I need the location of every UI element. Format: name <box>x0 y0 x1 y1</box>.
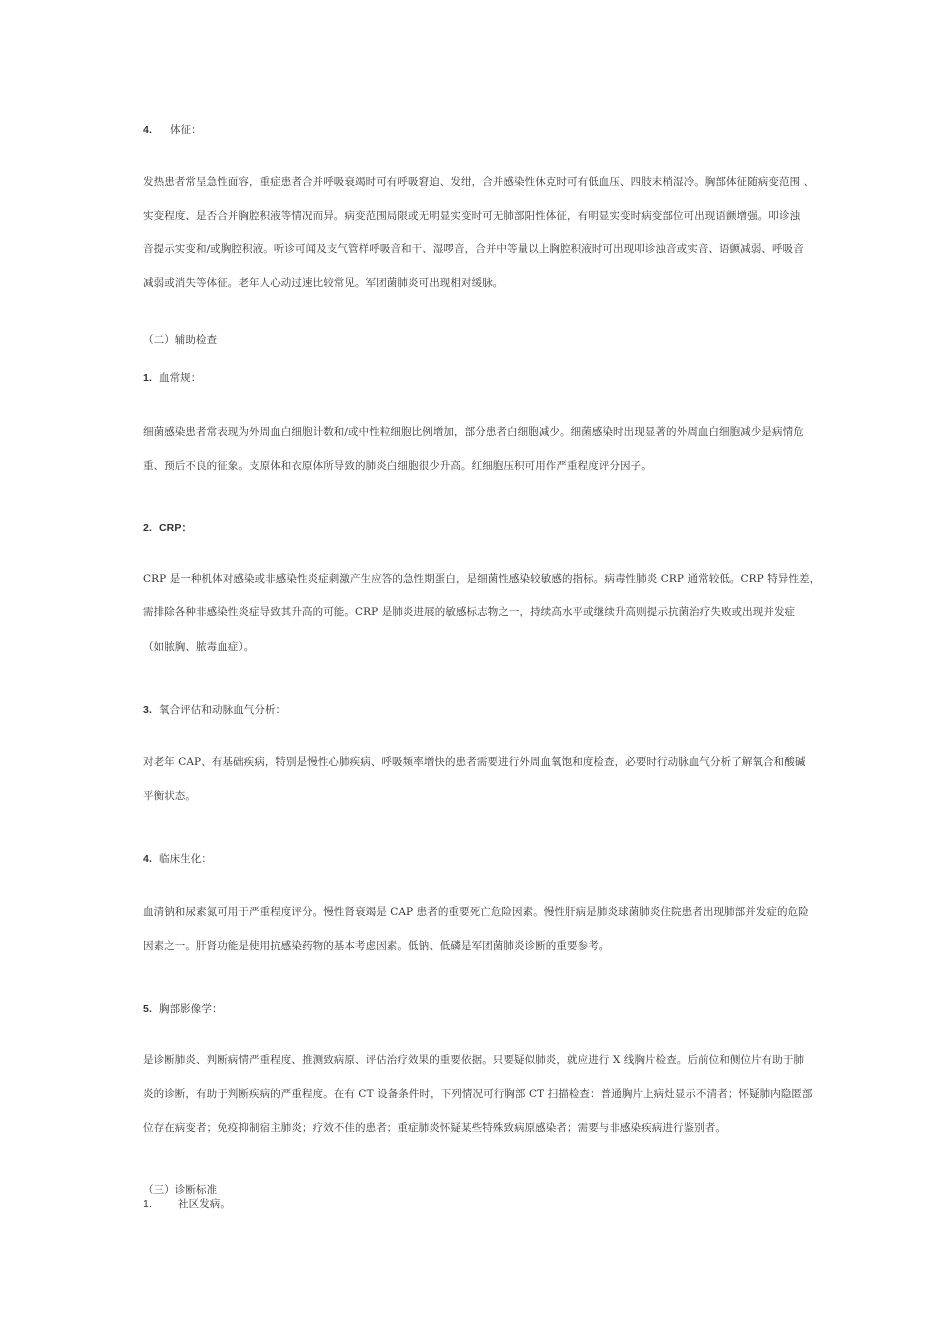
paragraph-line: 重、预后不良的征象。支原体和衣原体所导致的肺炎白细胞很少升高。红细胞压积可用作严重程度评分因子。 <box>143 460 652 472</box>
paragraph-line: 实变程度、是否合并胸腔积液等情况而异。病变范围局限或无明显实变时可无肺部阳性体征，有明显实变时病变部位可出现语颤增强。叩诊浊 <box>143 210 801 222</box>
paragraph-line: （如脓胸、脓毒血症）。 <box>143 641 255 653</box>
paragraph-line: 炎的诊断，有助于判断疾病的严重程度。在有 CT 设备条件时，下列情况可行胸部 CT 扫描检查：普通胸片上病灶显示不清者；怀疑肺内隐匿部 <box>143 1088 813 1100</box>
section-number: 1. <box>143 1198 152 1210</box>
subsection-3-title <box>143 703 286 717</box>
paragraph-line: 是诊断肺炎、判断病情严重程度、推测致病原、评估治疗效果的重要依据。只要疑似肺炎，就应进行 X 线胸片检查。后前位和侧位片有助于肺 <box>143 1054 805 1066</box>
paragraph-line: 细菌感染患者常表现为外周血白细胞计数和/或中性粒细胞比例增加，部分患者白细胞减少。细菌感染时出现显著的外周血白细胞减少是病情危 <box>143 426 804 438</box>
paragraph-line: 音提示实变和/或胸腔积液。听诊可闻及支气管样呼吸音和干、湿啰音，合并中等量以上胸腔积液时可出现叩诊浊音或实音、语颤减弱、呼吸音 <box>143 243 804 255</box>
section-number: 5. <box>143 1003 152 1015</box>
section-number: 4. <box>143 124 152 136</box>
criteria-1-title <box>143 1197 231 1211</box>
paragraph-line: CRP 是一种机体对感染或非感染性炎症刺激产生应答的急性期蛋白，是细菌性感染较敏感的指标。病毒性肺炎 CRP 通常较低。CRP 特异性差， <box>143 573 821 585</box>
section-title-text: 临床生化： <box>158 853 212 865</box>
paragraph-line: 平衡状态。 <box>143 790 196 802</box>
paragraph-line: 血清钠和尿素氮可用于严重程度评分。慢性肾衰竭是 CAP 患者的重要死亡危险因素。慢性肝病是肺炎球菌肺炎住院患者出现肺部并发症的危险 <box>143 906 809 918</box>
section-title-text: 胸部影像学： <box>158 1003 223 1015</box>
section-number: 3. <box>143 704 152 716</box>
section-title-text: 体征： <box>169 124 202 136</box>
section-title-text: 社区发病。 <box>177 1198 231 1210</box>
paragraph-line: 减弱或消失等体征。老年人心动过速比较常见。军团菌肺炎可出现相对缓脉。 <box>143 277 504 289</box>
paragraph-line: 位存在病变者；免疫抑制宿主肺炎；疗效不佳的患者；重症肺炎怀疑某些特殊致病原感染者；需要与非感染疾病进行鉴别者。 <box>143 1122 726 1134</box>
paragraph-line: 需排除各种非感染性炎症导致其升高的可能。CRP 是肺炎进展的敏感标志物之一，持续高水平或继续升高则提示抗菌治疗失败或出现并发症 <box>143 606 796 618</box>
section-heading: （二）辅助检查 <box>143 334 218 346</box>
section-number: 1. <box>143 372 152 384</box>
paragraph-line: 对老年 CAP、有基础疾病，特别是慢性心肺疾病、呼吸频率增快的患者需要进行外周血氧饱和度检查，必要时行动脉血气分析了解氧合和酸碱 <box>143 756 806 768</box>
subsection-2-title <box>143 521 192 535</box>
subsection-1-title <box>143 371 201 385</box>
paragraph-line: 发热患者常呈急性面容，重症患者合并呼吸衰竭时可有呼吸窘迫、发绀，合并感染性休克时可有低血压、四肢末梢湿冷。胸部体征随病变范围 、 <box>143 176 815 188</box>
section-number: 4. <box>143 853 152 865</box>
section-title-text: CRP： <box>158 522 193 534</box>
paragraph-line: 因素之一。肝肾功能是使用抗感染药物的基本考虑因素。低钠、低磷是军团菌肺炎诊断的重要参考。 <box>143 940 610 952</box>
section-number: 2. <box>143 522 152 534</box>
section-title-text: 血常规： <box>158 372 202 384</box>
section-title-text: 氧合评估和动脉血气分析： <box>158 704 287 716</box>
section-heading: （三）诊断标准 <box>143 1184 218 1196</box>
subsection-5-title <box>143 1002 223 1016</box>
section-4-title <box>143 123 202 137</box>
subsection-4-title <box>143 852 212 866</box>
